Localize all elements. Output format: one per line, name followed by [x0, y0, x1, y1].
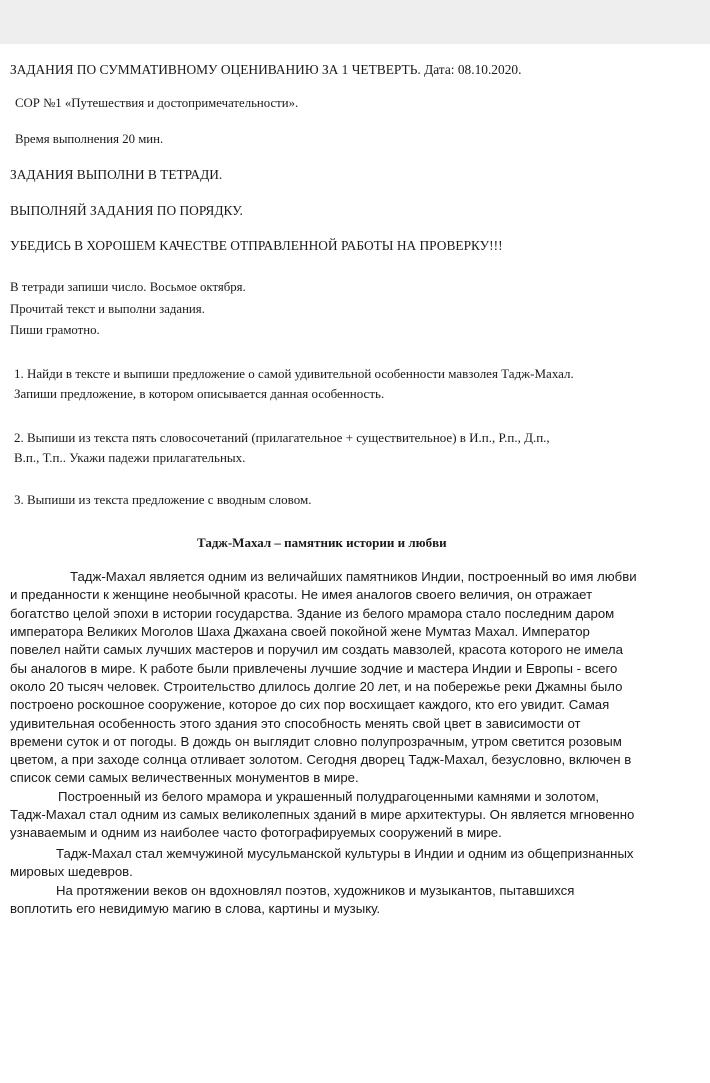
task-1-line: 1. Найди в тексте и выпиши предложение о самой удивительной особенности мавзолея Тадж-Махал. [14, 366, 574, 381]
assignment-header-title: ЗАДАНИЯ ПО СУММАТИВНОМУ ОЦЕНИВАНИЮ ЗА 1 ЧЕТВЕРТЬ. Дата: 08.10.2020. [10, 62, 522, 77]
task-2-line: В.п., Т.п.. Укажи падежи прилагательных. [14, 450, 246, 465]
text-line: времени суток и от погоды. В дождь он выглядит словно полупрозрачным, утром светится розовым [10, 734, 622, 749]
rule-do-in-notebook: ЗАДАНИЯ ВЫПОЛНИ В ТЕТРАДИ. [10, 167, 223, 182]
time-limit: Время выполнения 20 мин. [15, 132, 164, 146]
document-page [0, 44, 710, 1083]
text-line: Тадж-Махал стал жемчужиной мусульманской культуры в Индии и одним из общепризнанных [56, 846, 634, 861]
text-line: Построенный из белого мрамора и украшенный полудрагоценными камнями и золотом, [58, 789, 600, 804]
text-line: список семи самых величественных монументов в мире. [10, 770, 359, 785]
text-line: построено роскошное сооружение, которое до сих пор восхищает каждого, кто его увидит. Самая [10, 697, 610, 712]
text-line: Тадж-Махал является одним из величайших памятников Индии, построенный во имя любви [70, 569, 637, 584]
top-margin-bar [0, 0, 710, 44]
text-line: мировых шедевров. [10, 864, 133, 879]
text-line: бы аналогов в мире. К работе были привлечены лучшие зодчие и мастера Индии и Европы - всего [10, 661, 618, 676]
text-line: императора Великих Моголов Шаха Джахана своей покойной жене Мумтаз Махал. Император [10, 624, 590, 639]
task-1-line: Запиши предложение, в котором описывается данная особенность. [14, 386, 385, 401]
task-3-line: 3. Выпиши из текста предложение с вводным словом. [14, 492, 312, 507]
sor-title: СОР №1 «Путешествия и достопримечательности». [15, 96, 299, 110]
instruction-line: Прочитай текст и выполни задания. [10, 302, 205, 316]
task-2-line: 2. Выпиши из текста пять словосочетаний (прилагательное + существительное) в И.п., Р.п., Д.п., [14, 430, 550, 445]
text-line: На протяжении веков он вдохновлял поэтов, художников и музыкантов, пытавшихся [56, 883, 575, 898]
text-title: Тадж-Махал – памятник истории и любви [197, 535, 447, 550]
instruction-line: В тетради запиши число. Восьмое октября. [10, 280, 246, 294]
rule-quality-check: УБЕДИСЬ В ХОРОШЕМ КАЧЕСТВЕ ОТПРАВЛЕННОЙ РАБОТЫ НА ПРОВЕРКУ!!! [10, 238, 503, 253]
text-line: и преданности к женщине необычной красоты. Не имея аналогов своего величия, он отражает [10, 587, 593, 602]
text-line: цветом, а при заходе солнца отливает золотом. Сегодня дворец Тадж-Махал, безусловно, включен в [10, 752, 632, 767]
rule-in-order: ВЫПОЛНЯЙ ЗАДАНИЯ ПО ПОРЯДКУ. [10, 203, 243, 218]
text-line: около 20 тысяч человек. Строительство длилось долгие 20 лет, и на побережье реки Джамны было [10, 679, 623, 694]
text-line: богатство целой эпохи в истории государства. Здание из белого мрамора стало последним даром [10, 606, 615, 621]
text-line: узнаваемым и одним из наиболее часто фотографируемых сооружений в мире. [10, 825, 502, 840]
text-line: Тадж-Махал стал одним из самых великолепных зданий в мире архитектуры. Он является мгновенно [10, 807, 635, 822]
text-line: удивительная особенность этого здания это способность менять свой цвет в зависимости от [10, 716, 581, 731]
text-line: повелел найти самых лучших мастеров и поручил им создать мавзолей, красота которого не имела [10, 642, 623, 657]
text-line: воплотить его невидимую магию в слова, картины и музыку. [10, 901, 381, 916]
instruction-line: Пиши грамотно. [10, 323, 100, 337]
